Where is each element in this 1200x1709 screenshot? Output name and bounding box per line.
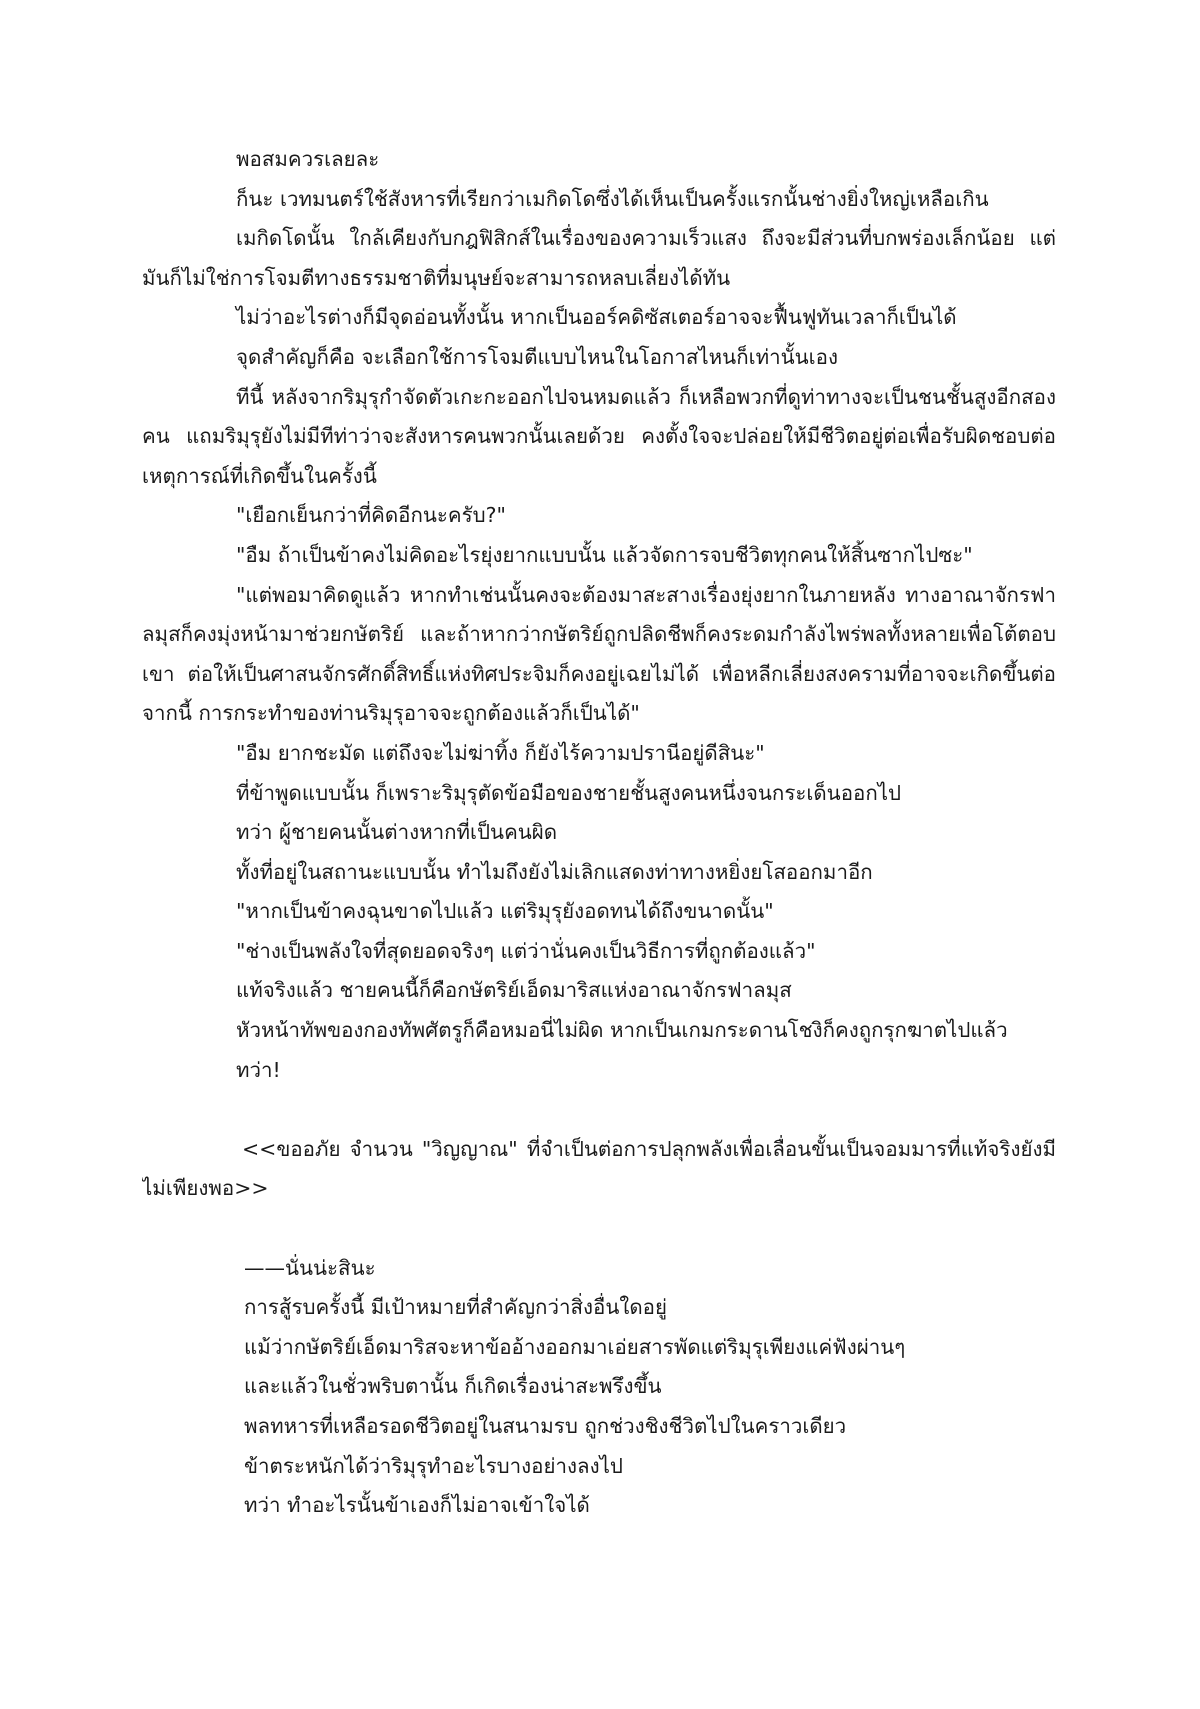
- dialogue-line: "หากเป็นข้าคงฉุนขาดไปแล้ว แต่ริมุรุยังอดทนได้ถึงขนาดนั้น": [236, 899, 774, 924]
- paragraph: การสู้รบครั้งนี้ มีเป้าหมายที่สำคัญกว่าสิ่งอื่นใดอยู่: [244, 1295, 667, 1320]
- paragraph: ทว่า ทำอะไรนั้นข้าเองก็ไม่อาจเข้าใจได้: [244, 1493, 590, 1518]
- system-message: <<ขออภัย จำนวน "วิญญาณ" ที่จำเป็นต่อการปลุกพลังเพื่อเลื่อนขั้นเป็นจอมมารที่แท้จริงยังมีไม่เพียงพอ>>: [142, 1136, 1056, 1201]
- paragraph: จุดสำคัญก็คือ จะเลือกใช้การโจมตีแบบไหนในโอกาสไหนก็เท่านั้นเอง: [236, 344, 838, 369]
- paragraph: ข้าตระหนักได้ว่าริมุรุทำอะไรบางอย่างลงไป: [244, 1453, 623, 1478]
- paragraph: ทีนี้ หลังจากริมุรุกำจัดตัวเกะกะออกไปจนหมดแล้ว ก็เหลือพวกที่ดูท่าทางจะเป็นชนชั้นสูงอีกสองคน แถมริมุรุยังไม่มีทีท่าว่าจะสังหารคนพวกนั้นเลยด้วย คงตั้งใจจะปล่อยให้มีชีวิตอยู่ต่อเพื่อรับผิดชอบต่อเหตุการณ์ที่เกิดขึ้นในครั้งนี้: [142, 384, 1056, 488]
- paragraph: ทว่า ผู้ชายคนนั้นต่างหากที่เป็นคนผิด: [236, 820, 558, 845]
- blank-line: [142, 1090, 1056, 1130]
- paragraph: แท้จริงแล้ว ชายคนนี้ก็คือกษัตริย์เอ็ดมาริสแห่งอาณาจักรฟาลมุส: [236, 978, 792, 1003]
- paragraph: ทว่า!: [236, 1057, 281, 1082]
- dialogue-line: "ช่างเป็นพลังใจที่สุดยอดจริงๆ แต่ว่านั่นคงเป็นวิธีการที่ถูกต้องแล้ว": [236, 938, 816, 963]
- paragraph: ไม่ว่าอะไรต่างก็มีจุดอ่อนทั้งนั้น หากเป็นออร์คดิซัสเตอร์อาจจะฟื้นฟูทันเวลาก็เป็นได้: [236, 305, 957, 330]
- paragraph: ทั้งที่อยู่ในสถานะแบบนั้น ทำไมถึงยังไม่เลิกแสดงท่าทางหยิ่งยโสออกมาอีก: [236, 859, 873, 884]
- dialogue-line: "แต่พอมาคิดดูแล้ว หากทำเช่นนั้นคงจะต้องมาสะสางเรื่องยุ่งยากในภายหลัง ทางอาณาจักรฟาลมุสก็คงมุ่งหน้ามาช่วยกษัตริย์ และถ้าหากว่ากษัตริย์ถูกปลิดชีพก็คงระดมกำลังไพร่พลทั้งหลายเพื่อโต้ตอบเขา ต่อให้เป็นศาสนจักรศักดิ์สิทธิ์แห่งทิศประจิมก็คงอยู่เฉยไม่ได้ เพื่อหลีกเลี่ยงสงครามที่อาจจะเกิดขึ้นต่อจากนี้ การกระทำของท่านริมุรุอาจจะถูกต้องแล้วก็เป็นได้": [142, 582, 1056, 726]
- paragraph: ——นั่นน่ะสินะ: [244, 1255, 376, 1280]
- dialogue-line: "อืม ถ้าเป็นข้าคงไม่คิดอะไรยุ่งยากแบบนั้น แล้วจัดการจบชีวิตทุกคนให้สิ้นซากไปซะ": [236, 542, 973, 567]
- paragraph: ที่ข้าพูดแบบนั้น ก็เพราะริมุรุตัดข้อมือของชายชั้นสูงคนหนึ่งจนกระเด็นออกไป: [236, 780, 902, 805]
- blank-line: [142, 1209, 1056, 1249]
- paragraph: พอสมควรเลยละ: [236, 147, 380, 171]
- paragraph: เมกิดโดนั้น ใกล้เคียงกับกฎฟิสิกส์ในเรื่องของความเร็วแสง ถึงจะมีส่วนที่บกพร่องเล็กน้อย แต่มันก็ไม่ใช่การโจมตีทางธรรมชาติที่มนุษย์จะสามารถหลบเลี่ยงได้ทัน: [142, 226, 1056, 290]
- dialogue-line: "อืม ยากชะมัด แต่ถึงจะไม่ฆ่าทิ้ง ก็ยังไร้ความปรานีอยู่ดีสินะ": [236, 740, 765, 765]
- paragraph: และแล้วในชั่วพริบตานั้น ก็เกิดเรื่องน่าสะพรึงขึ้น: [244, 1374, 662, 1399]
- paragraph: หัวหน้าทัพของกองทัพศัตรูก็คือหมอนี่ไม่ผิด หากเป็นเกมกระดานโชงิก็คงถูกรุกฆาตไปแล้ว: [236, 1018, 1008, 1043]
- dialogue-line: "เยือกเย็นกว่าที่คิดอีกนะครับ?": [236, 503, 506, 528]
- paragraph: แม้ว่ากษัตริย์เอ็ดมาริสจะหาข้ออ้างออกมาเอ่ยสารพัดแต่ริมุรุเพียงแค่ฟังผ่านๆ: [244, 1334, 906, 1359]
- body-text: [142, 140, 1056, 1526]
- paragraph: พลทหารที่เหลือรอดชีวิตอยู่ในสนามรบ ถูกช่วงชิงชีวิตไปในคราวเดียว: [244, 1414, 847, 1438]
- paragraph: ก็นะ เวทมนตร์ใช้สังหารที่เรียกว่าเมกิดโดซึ่งได้เห็นเป็นครั้งแรกนั้นช่างยิ่งใหญ่เหลือเกิน: [236, 186, 989, 211]
